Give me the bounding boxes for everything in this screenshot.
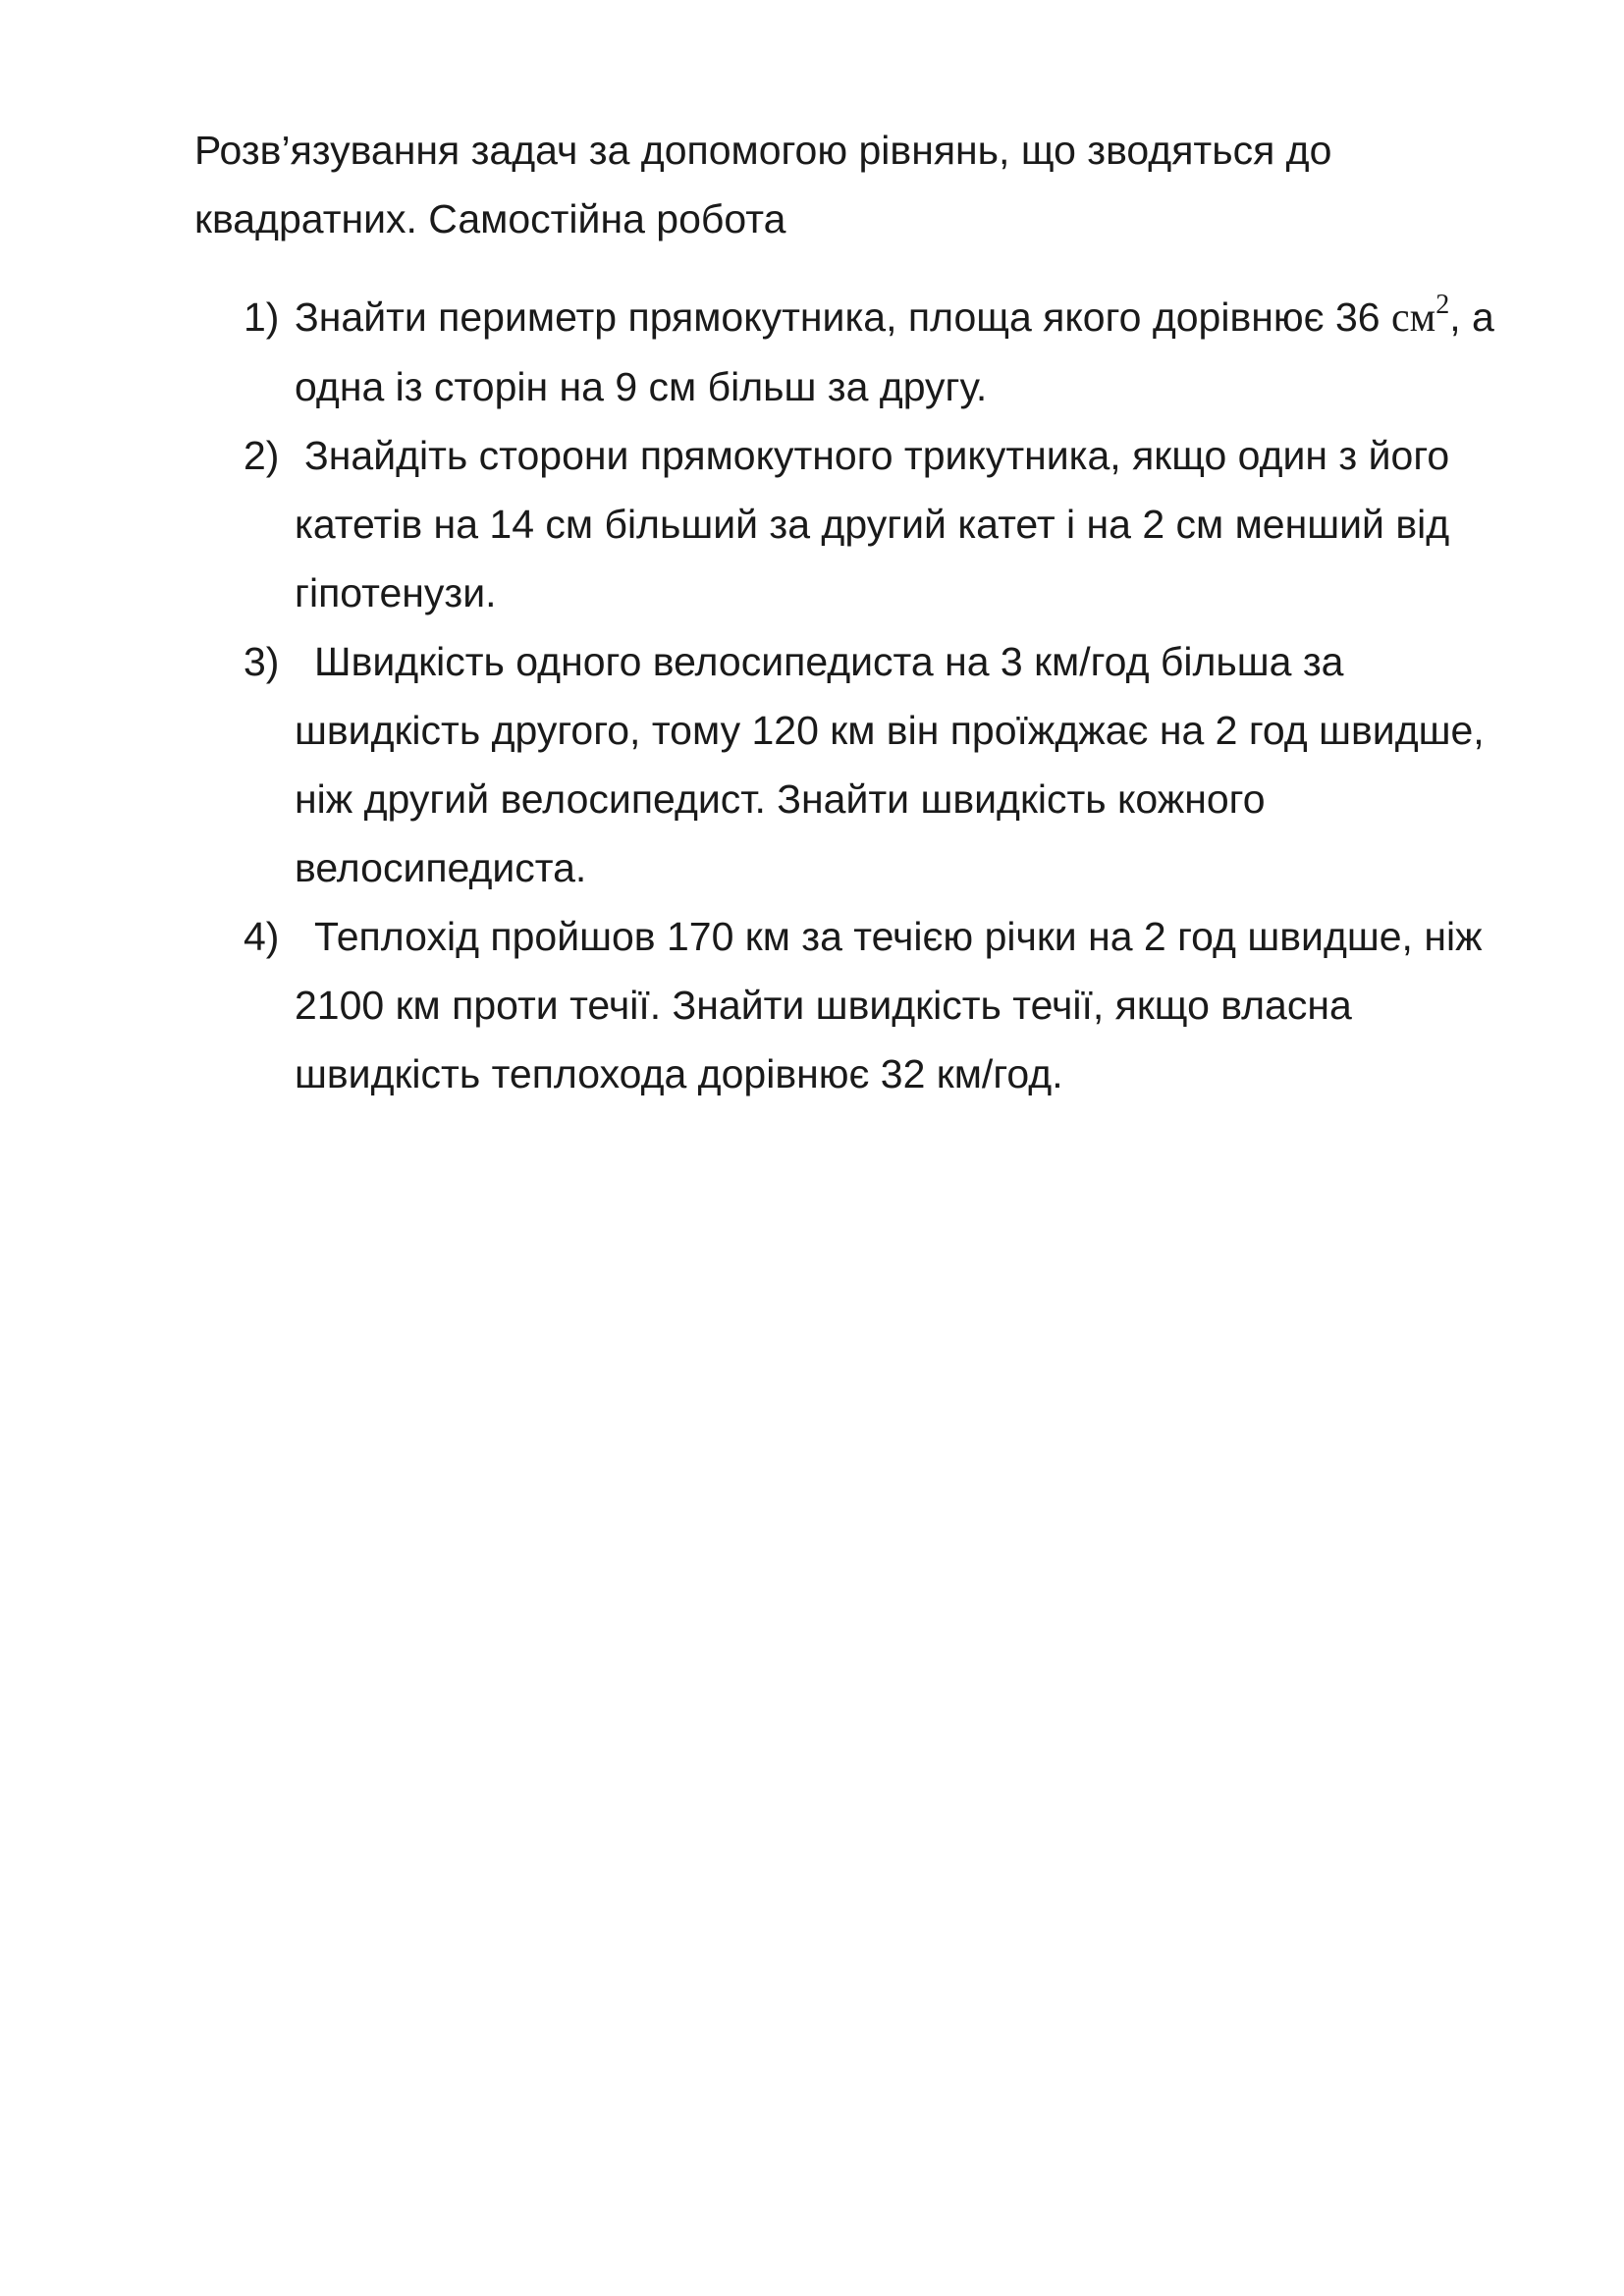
task-text: Теплохід пройшов 170 км за течією річки на 2 год швидше, ніж 2100 км проти течії. Знайти швидкість течії, якщо власна швидкість теплохода дорівнює 32 км/год. [295,914,1483,1096]
task-number: 4) [244,914,280,959]
task-text: Знайдіть сторони прямокутного трикутника, якщо один з його катетів на 14 см більший за другий катет і на 2 см менший від гіпотенузи. [295,433,1450,615]
task-text-part: , а одна із сторін на 9 см більш за другу. [295,294,1494,409]
unit-symbol: см [1390,295,1436,341]
title-line-2: квадратних. Самостійна робота [194,196,786,241]
task-text: Швидкість одного велосипедиста на 3 км/год більша за швидкість другого, тому 120 км він проїжджає на 2 год швидше, ніж другий велосипедист. Знайти швидкість кожного велосипедиста. [295,639,1485,890]
task-item [0,627,1624,902]
page-title [194,116,1510,253]
task-text-part: Знайти периметр прямокутника, площа якого дорівнює 36 [295,294,1391,340]
task-number: 2) [244,433,280,478]
title-line-1: Розв’язування задач за допомогою рівнянь, що зводяться до [194,128,1332,173]
task-number: 3) [244,639,280,684]
area-unit [1390,290,1450,341]
task-list [0,283,1624,1108]
task-number: 1) [244,294,280,340]
task-item [0,283,1624,421]
unit-power: 2 [1435,290,1450,320]
task-item [0,421,1624,627]
task-item [0,902,1624,1108]
task-text [295,283,1532,421]
